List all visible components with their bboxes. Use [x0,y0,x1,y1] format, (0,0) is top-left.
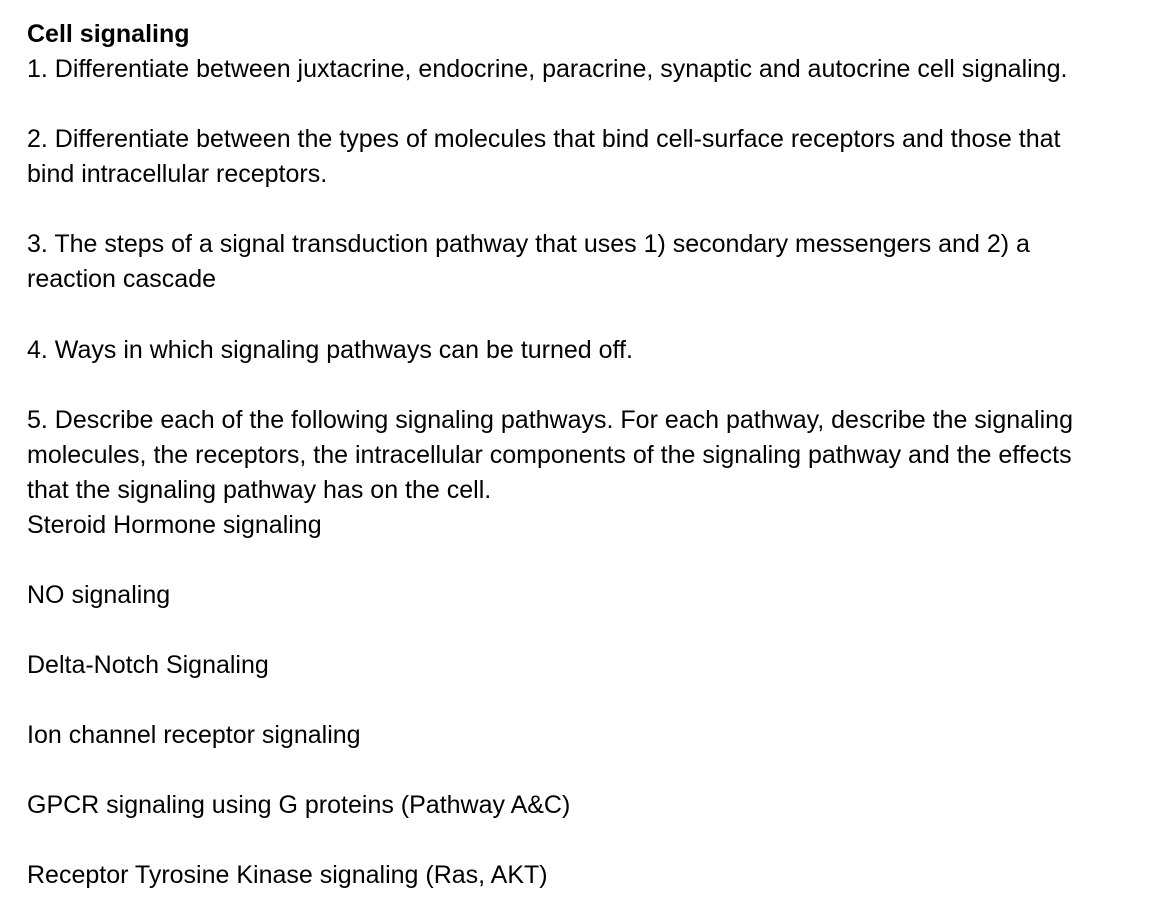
pathway-no: NO signaling [27,581,171,609]
item-5-line-3: that the signaling pathway has on the cell. [27,476,492,504]
pathway-ion-channel: Ion channel receptor signaling [27,721,361,749]
item-5-line-2: molecules, the receptors, the intracellular components of the signaling pathway and the effects [27,441,1072,469]
item-1-line-1: 1. Differentiate between juxtacrine, endocrine, paracrine, synaptic and autocrine cell signaling. [27,55,1068,83]
item-3-line-1: 3. The steps of a signal transduction pathway that uses 1) secondary messengers and 2) a [27,230,1030,258]
pathway-gpcr: GPCR signaling using G proteins (Pathway A&C) [27,791,571,819]
document-title: Cell signaling [27,20,190,48]
item-5-line-1: 5. Describe each of the following signaling pathways. For each pathway, describe the signaling [27,406,1073,434]
item-3-line-2: reaction cascade [27,265,217,293]
pathway-delta-notch: Delta-Notch Signaling [27,651,269,679]
item-2-line-2: bind intracellular receptors. [27,160,328,188]
item-2-line-1: 2. Differentiate between the types of molecules that bind cell-surface receptors and those that [27,125,1061,153]
pathway-steroid-hormone: Steroid Hormone signaling [27,511,322,539]
item-4-line-1: 4. Ways in which signaling pathways can be turned off. [27,336,633,364]
pathway-rtk: Receptor Tyrosine Kinase signaling (Ras, AKT) [27,861,548,889]
